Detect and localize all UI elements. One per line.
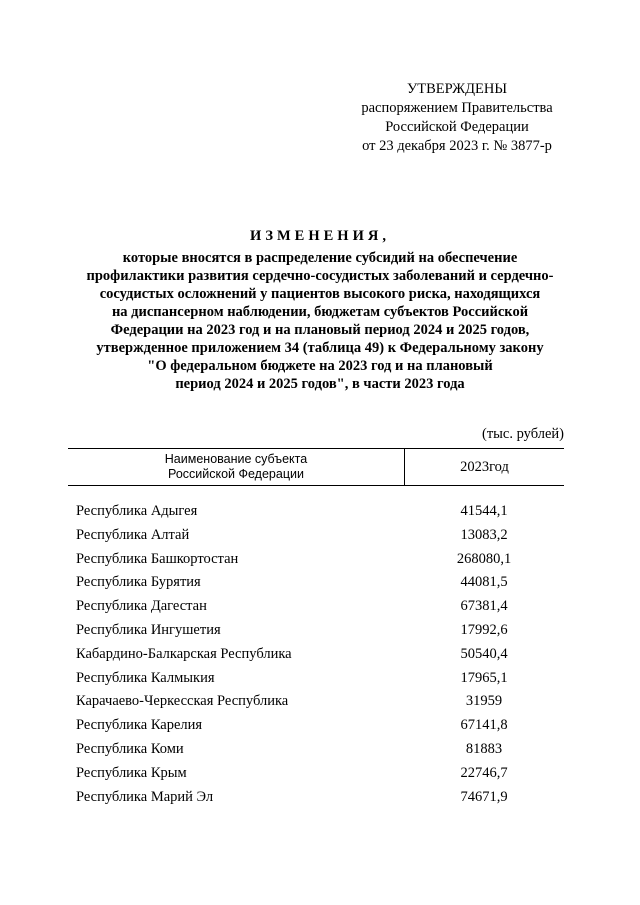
subtitle-line: профилактики развития сердечно-сосудистых заболеваний и сердечно-	[86, 268, 554, 284]
table-body	[76, 503, 564, 812]
region-value: 67381,4	[460, 598, 508, 615]
table-header	[68, 448, 564, 486]
subtitle-line: на диспансерном наблюдении, бюджетам субъектов Российской	[111, 304, 529, 320]
region-value: 22746,7	[460, 764, 508, 781]
region-value: 74671,9	[460, 788, 508, 805]
region-name: Республика Алтай	[76, 526, 190, 543]
subtitle-line: сосудистых осложнений у пациентов высокого риска, находящихся	[99, 286, 541, 302]
document-title: ИЗМЕНЕНИЯ,	[250, 228, 390, 244]
approval-heading: УТВЕРЖДЕНЫ	[406, 81, 508, 97]
document-subtitle	[60, 249, 580, 393]
subtitle-line: период 2024 и 2025 годов", в части 2023 года	[175, 376, 465, 392]
region-value: 17992,6	[460, 621, 508, 638]
region-name: Республика Калмыкия	[76, 669, 215, 686]
table-row	[76, 741, 564, 765]
header-year: 2023год	[460, 459, 509, 475]
region-value: 17965,1	[460, 669, 508, 686]
units-label: (тыс. рублей)	[482, 426, 564, 442]
table-row	[76, 551, 564, 575]
region-value: 67141,8	[460, 717, 508, 734]
region-name: Республика Адыгея	[76, 503, 198, 519]
region-value: 44081,5	[460, 574, 508, 591]
header-region-line-2: Российской Федерации	[168, 467, 304, 481]
table-row	[76, 527, 564, 551]
approval-line-3: от 23 декабря 2023 г. № 3877-р	[362, 138, 552, 154]
subtitle-line: утвержденное приложением 34 (таблица 49) к Федеральному закону	[96, 340, 544, 356]
region-name: Республика Марий Эл	[76, 788, 214, 805]
region-value: 268080,1	[456, 550, 512, 567]
region-name: Республика Бурятия	[76, 574, 201, 591]
region-name: Республика Крым	[76, 764, 187, 781]
region-name: Республика Дагестан	[76, 598, 207, 615]
table-row	[76, 789, 564, 813]
table-row	[76, 646, 564, 670]
table-row	[76, 765, 564, 789]
table-row	[76, 717, 564, 741]
region-value: 31959	[465, 693, 503, 710]
table-row	[76, 503, 564, 527]
subtitle-line: "О федеральном бюджете на 2023 год и на плановый	[147, 358, 493, 374]
region-name: Республика Коми	[76, 740, 184, 757]
approval-line-2: Российской Федерации	[385, 119, 529, 135]
approval-line-1: распоряжением Правительства	[361, 100, 553, 116]
table-row	[76, 574, 564, 598]
region-value: 50540,4	[460, 645, 508, 662]
subtitle-line: которые вносятся в распределение субсидий на обеспечение	[122, 250, 518, 266]
header-region-line-1: Наименование субъекта	[164, 452, 308, 466]
subtitle-line: Федерации на 2023 год и на плановый период 2024 и 2025 годов,	[110, 322, 530, 338]
region-name: Республика Башкортостан	[76, 550, 239, 567]
table-row	[76, 670, 564, 694]
region-value: 13083,2	[460, 526, 508, 543]
region-name: Кабардино-Балкарская Республика	[76, 645, 292, 662]
table-row	[76, 693, 564, 717]
region-name: Республика Карелия	[76, 717, 203, 734]
table-row	[76, 598, 564, 622]
region-name: Карачаево-Черкесская Республика	[76, 693, 289, 710]
table-row	[76, 622, 564, 646]
region-value: 41544,1	[460, 503, 508, 519]
region-name: Республика Ингушетия	[76, 621, 221, 638]
header-region-name	[68, 452, 404, 482]
approval-block	[330, 80, 584, 156]
region-value: 81883	[465, 740, 503, 757]
